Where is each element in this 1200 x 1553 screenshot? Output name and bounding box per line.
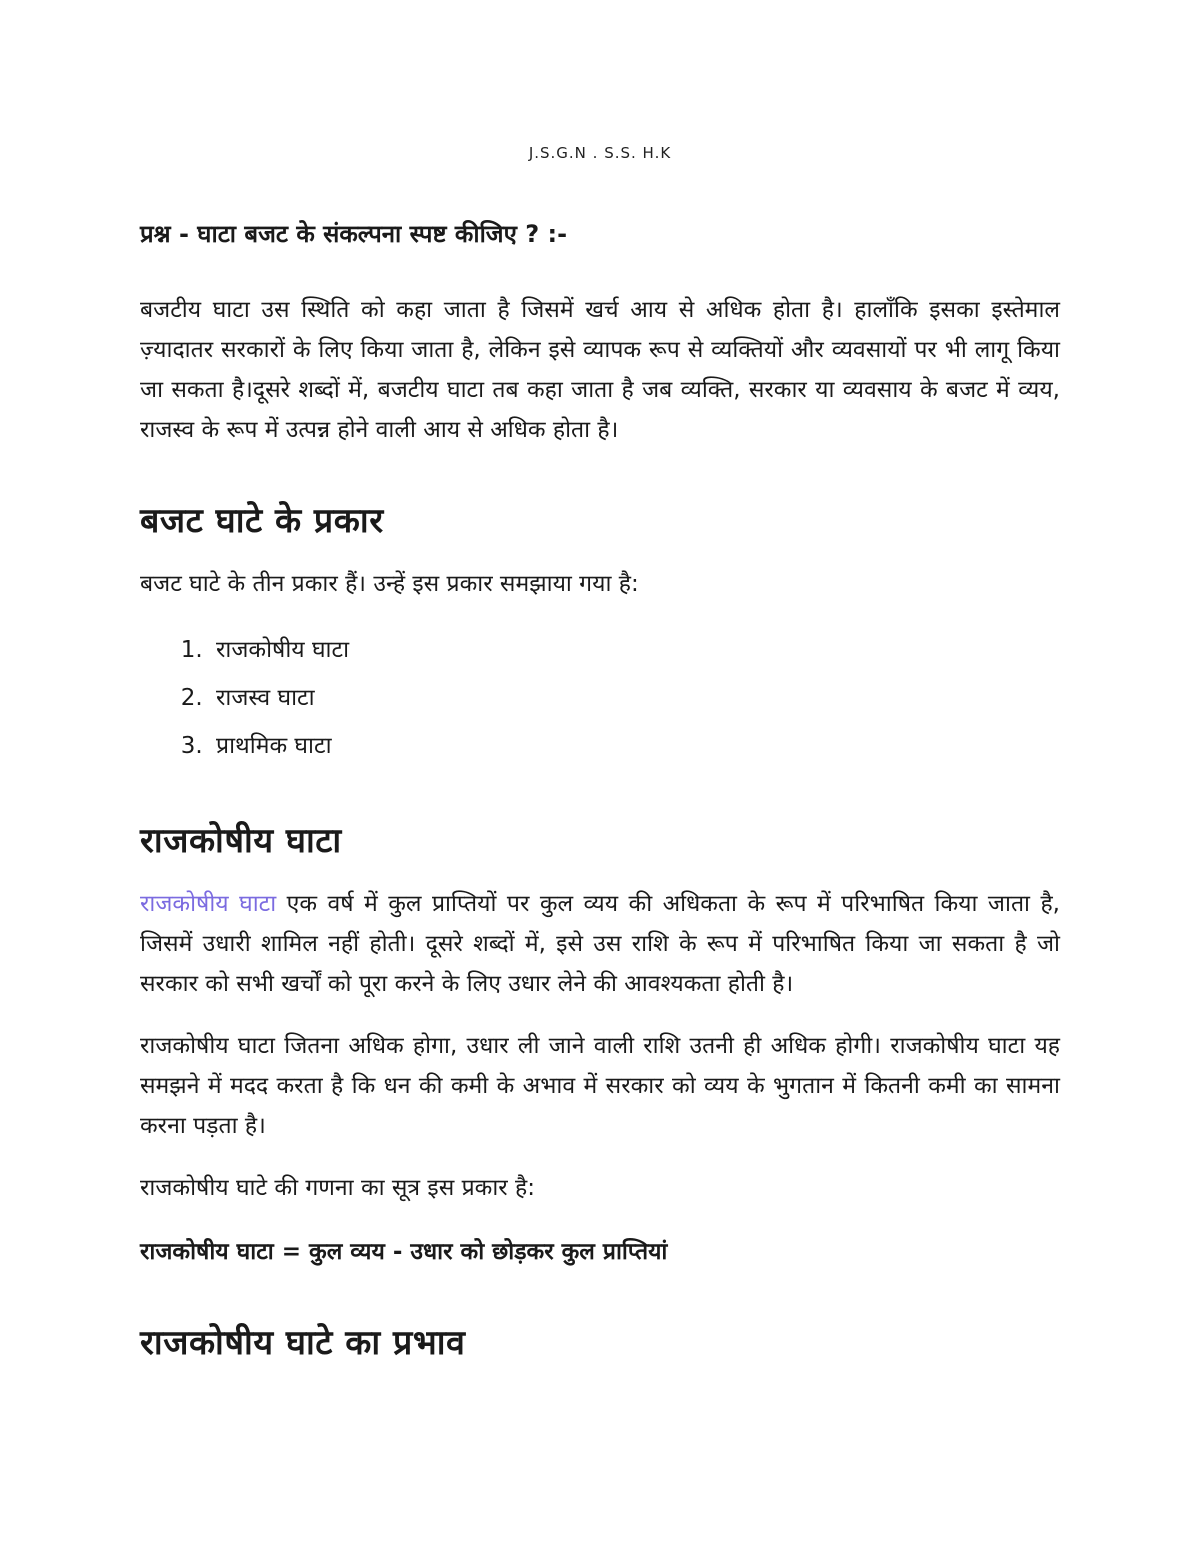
fiscal-impact-heading: राजकोषीय घाटे का प्रभाव [140, 1323, 466, 1363]
formula-intro: राजकोषीय घाटे की गणना का सूत्र इस प्रकार है: [140, 1175, 535, 1201]
document-body [140, 214, 1060, 1386]
fiscal-paragraph-1 [140, 884, 1060, 1004]
fiscal-paragraph-1-text: एक वर्ष में कुल प्राप्तियों पर कुल व्यय की अधिकता के रूप में परिभाषित किया जाता है, जिसमें उधारी शामिल नहीं होती। दूसरे शब्दों में, इसे उस राशि के रूप में परिभाषित किया जा सकता है जो सरकार को सभी खर्चों को पूरा करने के लिए उधार लेने की आवश्यकता होती है। [140, 891, 1060, 997]
list-item: 3. प्राथमिक घाटा [210, 722, 1060, 770]
intro-paragraph: बजटीय घाटा उस स्थिति को कहा जाता है जिसमें खर्च आय से अधिक होता है। हालाँकि इसका इस्तेमाल ज़्यादातर सरकारों के लिए किया जाता है, लेकिन इसे व्यापक रूप से व्यक्तियों और व्यवसायों पर भी लागू किया जा सकता है।दूसरे शब्दों में, बजटीय घाटा तब कहा जाता है जब व्यक्ति, सरकार या व्यवसाय के बजट में व्यय, राजस्व के रूप में उत्पन्न होने वाली आय से अधिक होता है। [140, 297, 1060, 443]
types-heading: बजट घाटे के प्रकार [140, 501, 384, 541]
list-item: 2. राजस्व घाटा [210, 674, 1060, 722]
fiscal-paragraph-2: राजकोषीय घाटा जितना अधिक होगा, उधार ली जाने वाली राशि उतनी ही अधिक होगी। राजकोषीय घाटा यह समझने में मदद करता है कि धन की कमी के अभाव में सरकार को व्यय के भुगतान में कितनी कमी का सामना करना पड़ता है। [140, 1033, 1060, 1139]
types-list [140, 626, 1060, 770]
fiscal-deficit-link[interactable]: राजकोषीय घाटा [140, 891, 277, 917]
types-intro: बजट घाटे के तीन प्रकार हैं। उन्हें इस प्रकार समझाया गया है: [140, 571, 639, 597]
fiscal-deficit-formula: राजकोषीय घाटा = कुल व्यय - उधार को छोड़कर कुल प्राप्तियां [140, 1239, 668, 1265]
page-header: J.S.G.N . S.S. H.K [528, 144, 672, 162]
fiscal-deficit-heading: राजकोषीय घाटा [140, 821, 342, 861]
list-item: 1. राजकोषीय घाटा [210, 626, 1060, 674]
question-heading: प्रश्न - घाटा बजट के संकल्पना स्पष्ट कीजिए ? :- [140, 220, 568, 248]
